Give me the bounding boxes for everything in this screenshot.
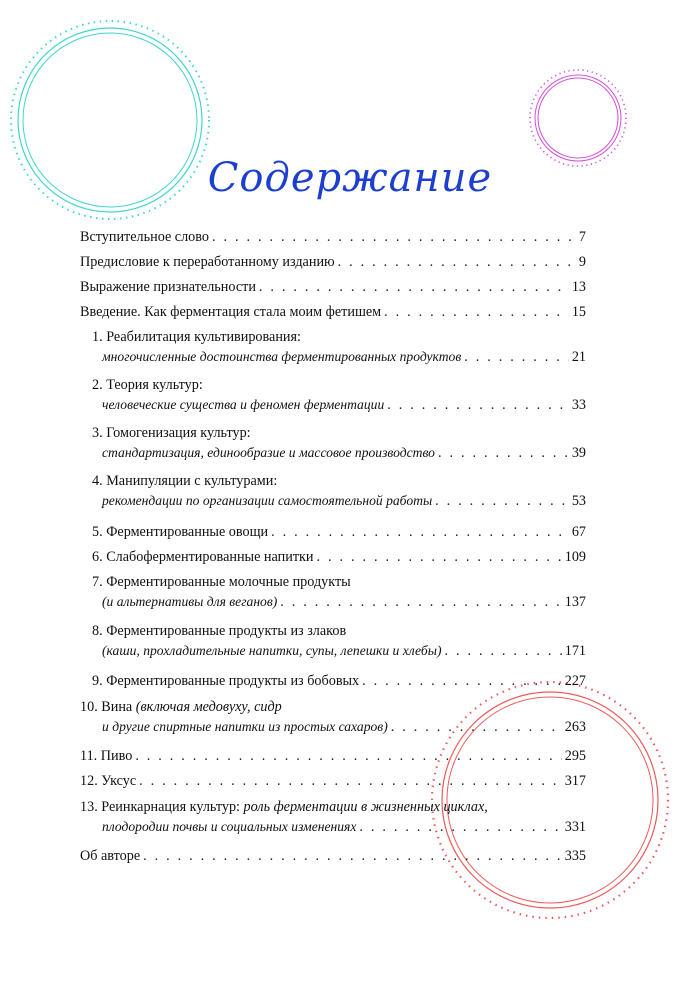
toc-label: Гомогенизация культур: [106, 425, 251, 441]
toc-label: Уксус [101, 773, 137, 789]
toc-number: 3. [92, 425, 103, 441]
toc-number: 10. [80, 699, 98, 715]
toc-label: Введение. Как ферментация стала моим фетишем [80, 304, 382, 320]
toc-label: Ферментированные молочные продукты [106, 574, 351, 590]
toc-number: 7. [92, 574, 103, 590]
toc-number: 4. [92, 473, 103, 489]
toc-page: 331 [564, 819, 586, 835]
toc-entry [80, 747, 586, 766]
toc-entry [80, 376, 586, 415]
toc-label: Ферментированные продукты из злаков [106, 623, 347, 639]
toc-label: Вина [101, 699, 133, 715]
toc-label: Пиво [100, 748, 133, 764]
toc-label: Реабилитация культивирования: [106, 329, 301, 345]
toc-label: Теория культур: [106, 377, 203, 393]
toc-label: Ферментированные продукты из бобовых [106, 673, 360, 689]
toc-page: 7 [578, 229, 586, 245]
toc-page: 227 [564, 673, 586, 689]
toc-page: 109 [564, 549, 586, 565]
toc-page: 137 [564, 594, 586, 610]
toc-number: 9. [92, 673, 103, 689]
toc-number: 2. [92, 377, 103, 393]
toc-subtitle: человеческие существа и феномен ферментации [102, 397, 385, 412]
page-title: Содержание [207, 155, 493, 201]
toc-subtitle: стандартизация, единообразие и массовое производство [102, 445, 435, 460]
toc-page: 67 [571, 524, 586, 540]
toc-page: 9 [578, 254, 586, 270]
toc-label: Об авторе [80, 848, 141, 864]
toc-label: Реинкарнация культур: [101, 799, 240, 815]
toc-number: 1. [92, 329, 103, 345]
toc-number: 5. [92, 524, 103, 540]
toc-entry [80, 424, 586, 463]
toc-label: Ферментированные овощи [106, 524, 269, 540]
toc-page: 39 [571, 445, 586, 461]
toc-entry [80, 328, 586, 367]
toc-entry [80, 523, 586, 542]
toc-page: 53 [571, 493, 586, 509]
toc-label: Манипуляции с культурами: [106, 473, 278, 489]
toc-page: 317 [564, 773, 586, 789]
toc-subtitle: рекомендации по организации самостоятельной работы [102, 493, 433, 508]
toc-entry [80, 698, 586, 737]
toc-page: 263 [564, 719, 586, 735]
toc-entry [80, 573, 586, 612]
toc-page: 13 [571, 279, 586, 295]
toc-page: 21 [571, 349, 586, 365]
toc-entry [80, 672, 586, 691]
toc-entry [80, 278, 586, 297]
toc-number: 12. [80, 773, 98, 789]
toc-page: 295 [564, 748, 586, 764]
toc-label: Предисловие к переработанному изданию [80, 254, 335, 270]
toc-label-italic: роль ферментации в жизненных циклах, [240, 799, 488, 815]
toc-label-italic: (включая медовуху, сидр [132, 699, 282, 715]
toc-number: 11. [80, 748, 98, 764]
toc-entry [80, 228, 586, 247]
toc-entry [80, 472, 586, 511]
toc-subtitle: плодородии почвы и социальных изменениях [102, 819, 357, 834]
toc-subtitle: и другие спиртные напитки из простых сахаров) [102, 719, 388, 734]
toc-page: 171 [564, 643, 586, 659]
toc-entry [80, 622, 586, 661]
toc-page: 33 [571, 397, 586, 413]
toc-entry [80, 847, 586, 866]
toc-entry [80, 772, 586, 791]
toc-number: 13. [80, 799, 98, 815]
toc-entry [80, 548, 586, 567]
toc-subtitle: (каши, прохладительные напитки, супы, лепешки и хлебы) [102, 643, 442, 658]
toc-entry [80, 253, 586, 272]
toc-label: Выражение признательности [80, 279, 256, 295]
toc-label: Вступительное слово [80, 229, 209, 245]
toc-entry [80, 798, 586, 837]
toc-number: 6. [92, 549, 103, 565]
toc-page: 335 [564, 848, 586, 864]
toc-subtitle: (и альтернативы для веганов) [102, 594, 278, 609]
toc-number: 8. [92, 623, 103, 639]
toc-label: Слабоферментированные напитки [106, 549, 314, 565]
pink-circle [530, 70, 626, 166]
toc-entry [80, 303, 586, 322]
toc-page: 15 [571, 304, 586, 320]
toc-subtitle: многочисленные достоинства ферментированных продуктов [102, 349, 462, 364]
